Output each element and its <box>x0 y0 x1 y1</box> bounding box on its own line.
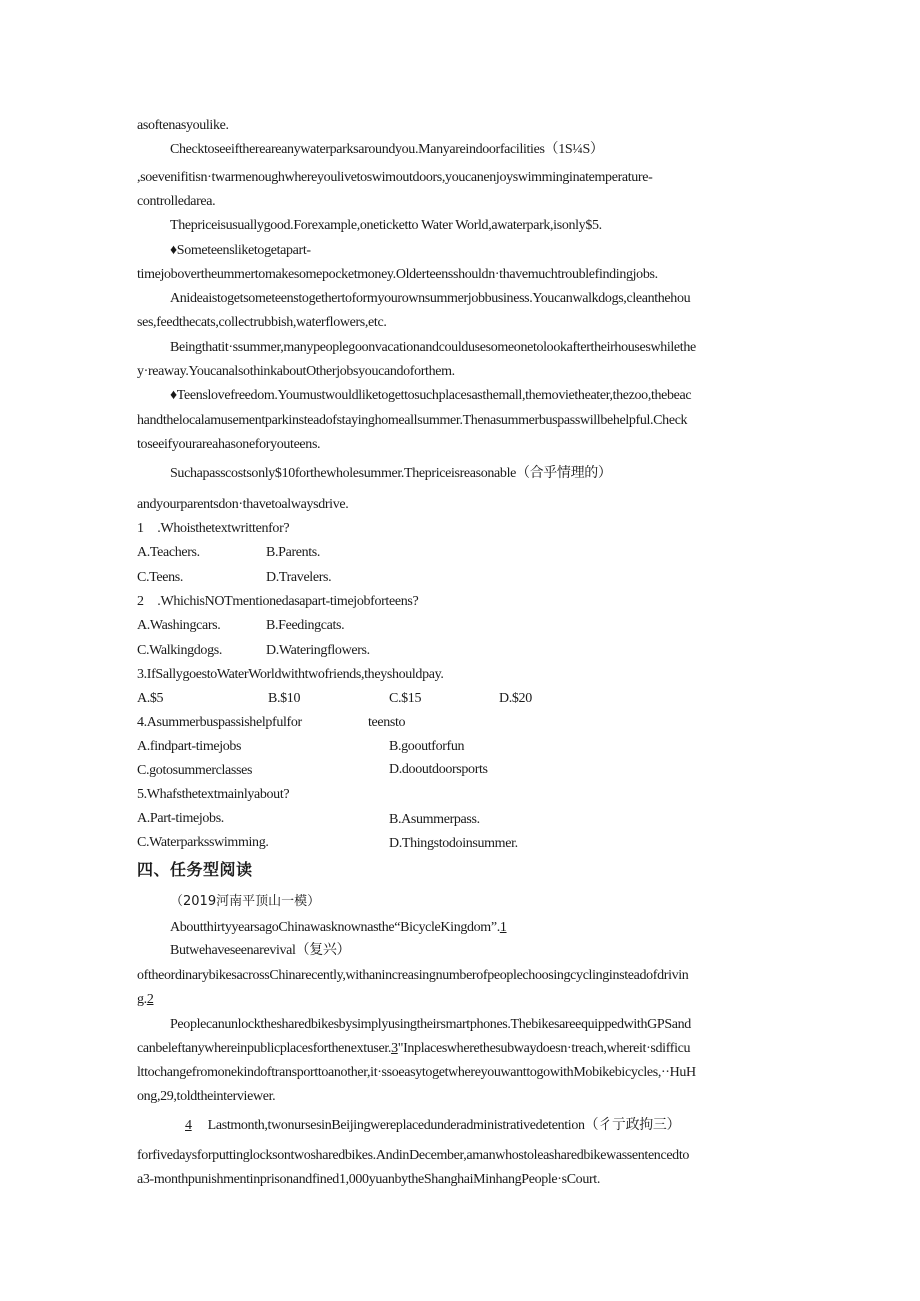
question-stem: 3.IfSallygoestoWaterWorldwithtwofriends,theyshouldpay. <box>137 667 444 682</box>
option-c: C.Waterparksswimming. <box>137 835 269 850</box>
section-text: AboutthirtyyearsagoChinawasknownasthe“BicycleKingdom”. <box>170 920 500 935</box>
option-c: C.Teens. <box>137 570 183 585</box>
passage-line: asoftenasyoulike. <box>137 118 229 133</box>
section-line: forfivedaysforputtinglocksontwosharedbikes.AndinDecember,amanwhostoleasharedbikewassentencedto <box>137 1148 690 1163</box>
section-line <box>137 991 153 1009</box>
question-stem-continued: teensto <box>368 715 406 730</box>
blank-2: 2 <box>146 992 154 1007</box>
option-a: A.Washingcars. <box>137 618 221 633</box>
option-c: C.$15 <box>389 691 422 706</box>
passage-line: toseeifyourareahasoneforyouteens. <box>137 437 321 452</box>
section-line: lttochangefromonekindoftransporttoanother,it·ssoeasytogetwhereyouwanttogowithMobikebicycles,··HuH <box>137 1065 696 1080</box>
passage-line: ,soevenifitisn·twarmenoughwhereyoulivetoswimoutdoors,youcanenjoyswimminginatemperature- <box>137 170 653 185</box>
passage-line: Anideaistogetsometeenstogethertoformyourownsummerjobbusiness.Youcanwalkdogs,cleanthehou <box>170 291 691 306</box>
option-d: D.Wateringflowers. <box>266 643 370 658</box>
passage-line: ♦Someteensliketogetapart- <box>170 243 311 258</box>
section-line: Peoplecanunlockthesharedbikesbysimplyusingtheirsmartphones.ThebikesareequippedwithGPSand <box>170 1017 691 1032</box>
section-text: Lastmonth,twonursesinBeijingwereplacedunderadministrativedetention（彳亍政拘三） <box>207 1118 681 1133</box>
passage-line: andyourparentsdon·thavetoalwaysdrive. <box>137 497 349 512</box>
option-c: C.gotosummerclasses <box>137 763 253 778</box>
option-b: B.Parents. <box>266 545 321 560</box>
section-line: a3-monthpunishmentinprisonandfined1,000yuanbytheShanghaiMinhangPeople·sCourt. <box>137 1172 600 1187</box>
section-text: "Inplaceswherethesubwaydoesn·treach,whereit·sdifficu <box>397 1041 691 1056</box>
passage-line: ses,feedthecats,collectrubbish,waterflowers,etc. <box>137 315 387 330</box>
option-b: B.$10 <box>268 691 301 706</box>
option-d: D.dooutdoorsports <box>389 762 488 777</box>
section-line: ong,29,toldtheinterviewer. <box>137 1089 276 1104</box>
section-heading: 四、任务型阅读 <box>137 860 253 879</box>
question-stem: 1 .Whoisthetextwrittenfor? <box>137 521 290 536</box>
section-line: Butwehaveseenarevival（复兴） <box>170 943 351 958</box>
section-line <box>170 919 507 937</box>
option-d: D.$20 <box>499 691 532 706</box>
option-d: D.Thingstodoinsummer. <box>389 836 518 851</box>
option-b: B.Asummerpass. <box>389 812 480 827</box>
passage-line: Checktoseeifthereareanywaterparksaroundyou.Manyareindoorfacilities（1S¼S） <box>170 142 604 157</box>
passage-line: timejobovertheummertomakesomepocketmoney.Olderteensshouldn·thavemuchtroublefindingjobs. <box>137 267 658 282</box>
question-stem: 4.Asummerbuspassishelpfulfor <box>137 715 302 730</box>
passage-line: Beingthatit·ssummer,manypeoplegoonvacationandcouldusesomeonetolookaftertheirhouseswhilethe <box>170 340 696 355</box>
passage-line: Thepriceisusuallygood.Forexample,oneticketto Water World,awaterpark,isonly$5. <box>170 218 602 233</box>
blank-1: 1 <box>499 920 507 935</box>
option-a: A.findpart-timejobs <box>137 739 242 754</box>
passage-line: handthelocalamusementparkinsteadofstayinghomeallsummer.Thenasummerbuspasswillbehelpful.Check <box>137 413 688 428</box>
question-stem: 2 .WhichisNOTmentionedasapart-timejobforteens? <box>137 594 419 609</box>
option-c: C.Walkingdogs. <box>137 643 222 658</box>
option-a: A.Part-timejobs. <box>137 811 224 826</box>
passage-line: controlledarea. <box>137 194 216 209</box>
blank-4: 4 <box>185 1118 192 1133</box>
passage-line: Suchapasscostsonly$10forthewholesummer.Thepriceisreasonable（合乎情理的） <box>170 466 612 481</box>
option-d: D.Travelers. <box>266 570 332 585</box>
section-line <box>185 1117 680 1135</box>
option-a: A.Teachers. <box>137 545 200 560</box>
section-line: oftheordinarybikesacrossChinarecently,withanincreasingnumberofpeoplechoosingcyclinginsteadofdrivin <box>137 968 689 983</box>
option-b: B.gooutforfun <box>389 739 465 754</box>
section-line <box>137 1040 690 1058</box>
option-b: B.Feedingcats. <box>266 618 345 633</box>
section-text: g. <box>137 992 147 1007</box>
section-text: canbeleftanywhereinpublicplacesforthenextuser. <box>137 1041 392 1056</box>
option-a: A.$5 <box>137 691 164 706</box>
section-source: （2019河南平顶山一模） <box>170 894 321 909</box>
question-stem: 5.Whafsthetextmainlyabout? <box>137 787 290 802</box>
passage-line: ♦Teenslovefreedom.Youmustwouldliketogettosuchplacesasthemall,themovietheater,thezoo,thebeac <box>170 388 692 403</box>
blank-3: 3 <box>391 1041 398 1056</box>
passage-line: y·reaway.YoucanalsothinkaboutOtherjobsyoucandoforthem. <box>137 364 455 379</box>
